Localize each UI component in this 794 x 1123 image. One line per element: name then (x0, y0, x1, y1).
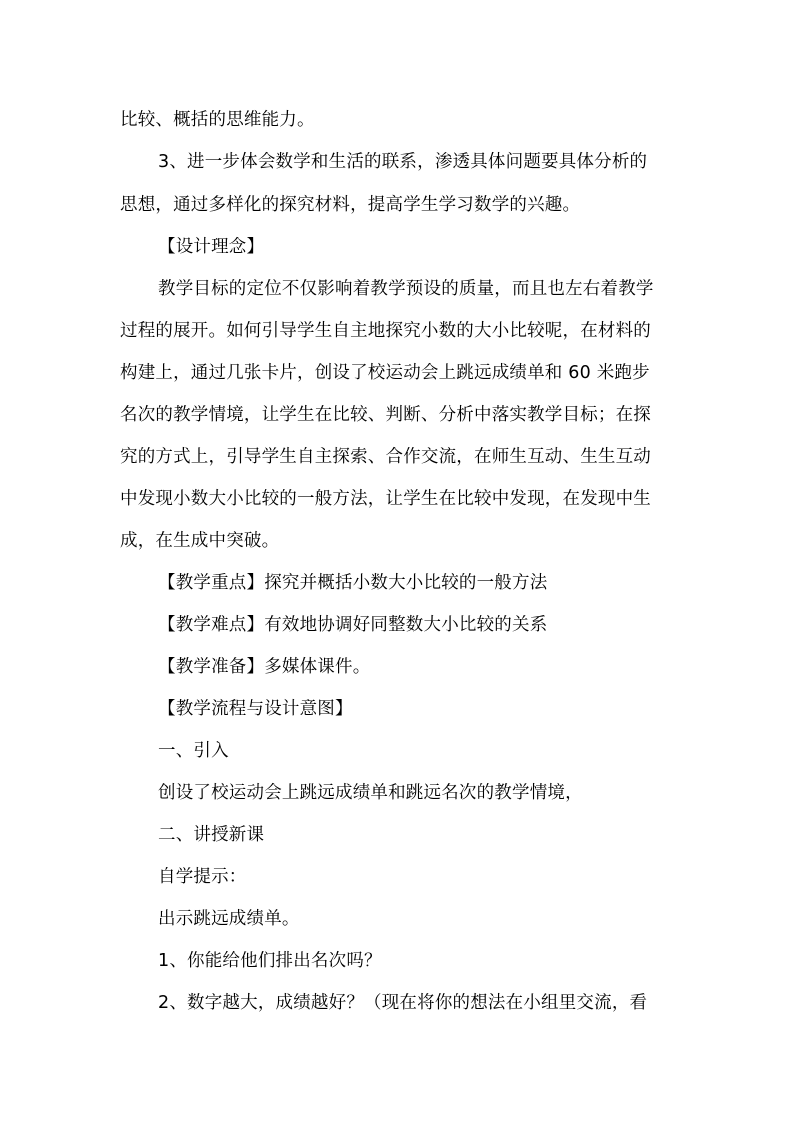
list-item: 2、数字越大，成绩越好？（现在将你的想法在小组里交流，看 (158, 993, 648, 1013)
text-line: 究的方式上，引导学生自主探索、合作交流，在师生互动、生生互动 (120, 447, 651, 467)
list-item: 1、你能给他们排出名次吗？ (158, 951, 382, 971)
section-heading: 【设计理念】 (158, 237, 265, 257)
text-line: 自学提示： (158, 867, 247, 887)
section-heading: 【教学重点】探究并概括小数大小比较的一般方法 (158, 573, 548, 593)
text-line: 名次的教学情境，让学生在比较、判断、分析中落实教学目标；在探 (120, 405, 651, 425)
section-heading: 【教学流程与设计意图】 (158, 699, 353, 719)
section-heading: 二、讲授新课 (158, 825, 265, 845)
section-heading: 【教学准备】多媒体课件。 (158, 657, 371, 677)
section-heading: 一、引入 (158, 741, 229, 761)
text-line: 教学目标的定位不仅影响着教学预设的质量，而且也左右着教学 (158, 279, 654, 299)
section-heading: 【教学难点】有效地协调好同整数大小比较的关系 (158, 615, 548, 635)
text-line: 思想，通过多样化的探究材料，提高学生学习数学的兴趣。 (120, 195, 581, 215)
text-line: 构建上，通过几张卡片，创设了校运动会上跳远成绩单和 60 米跑步 (120, 363, 650, 383)
text-line: 过程的展开。如何引导学生自主地探究小数的大小比较呢，在材料的 (120, 321, 651, 341)
text-line: 创设了校运动会上跳远成绩单和跳远名次的教学情境， (158, 783, 583, 803)
text-line: 成，在生成中突破。 (120, 531, 280, 551)
text-line: 中发现小数大小比较的一般方法，让学生在比较中发现，在发现中生 (120, 489, 651, 509)
text-line: 3、进一步体会数学和生活的联系，渗透具体问题要具体分析的 (158, 152, 648, 172)
text-line: 比较、概括的思维能力。 (120, 110, 315, 130)
text-line: 出示跳远成绩单。 (158, 909, 300, 929)
